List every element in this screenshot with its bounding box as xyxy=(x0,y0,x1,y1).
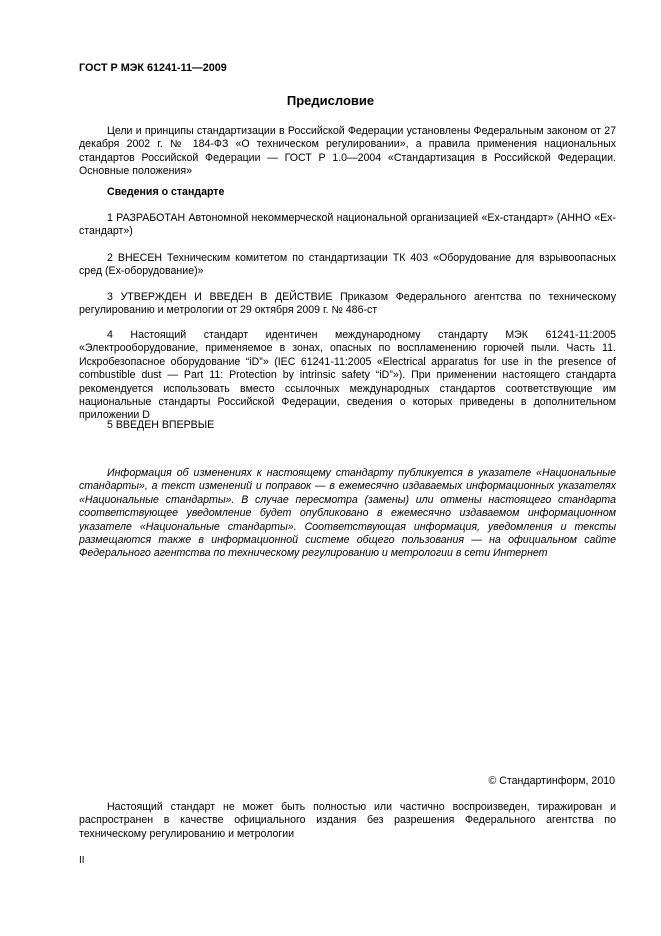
item-introduced: 2 ВНЕСЕН Техническим комитетом по стандартизации ТК 403 «Оборудование для взрывоопасных сред (Ех-оборудование)» xyxy=(79,252,616,278)
document-code: ГОСТ Р МЭК 61241-11—2009 xyxy=(79,62,227,74)
item-approved: 3 УТВЕРЖДЕН И ВВЕДЕН В ДЕЙСТВИЕ Приказом Федерального агентства по техническому регулированию и метрологии от 29 октября 2009 г. № 486-ст xyxy=(79,291,616,317)
legal-notice: Настоящий стандарт не может быть полностью или частично воспроизведен, тиражирован и распространен в качестве официального издания без разрешения Федерального агентства по техническому регулированию и метрологии xyxy=(79,801,616,840)
item-identical: 4 Настоящий стандарт идентичен международному стандарту МЭК 61241-11:2005 «Электрооборудование, применяемое в зонах, опасных по воспламенению горючей пыли. Часть 11. Искробезопасное оборудование “iD”» (IEC 61241-11:2005 «Electrical apparatus for use in the presence of combustible dust — Part 11: Protection by intrinsic safety “iD”»). При применении настоящего стандарта рекомендуется использовать вместо ссылочных международных стандартов соответствующие им национальные стандарты Российской Федерации, сведения о которых приведены в дополнительном приложении D xyxy=(79,329,616,422)
item-developed: 1 РАЗРАБОТАН Автономной некоммерческой национальной организацией «Ех-стандарт» (АННО «Ех-стандарт») xyxy=(79,212,616,238)
page-number: II xyxy=(79,855,85,866)
info-notice: Информация об изменениях к настоящему стандарту публикуется в указателе «Национальные стандарты», а текст изменений и поправок — в ежемесячно издаваемых информационных указателях «Национальные стандарты». В случае пересмотра (замены) или отмены настоящего стандарта соответствующее уведомление будет опубликовано в ежемесячно издаваемом информационном указателе «Национальные стандарты». Соответствующая информация, уведомления и тексты размещаются также в информационной системе общего пользования — на официальном сайте Федерального агентства по техническому регулированию и метрологии в сети Интернет xyxy=(79,467,616,560)
copyright: © Стандартинформ, 2010 xyxy=(488,775,615,787)
item-first-introduced: 5 ВВЕДЕН ВПЕРВЫЕ xyxy=(107,419,215,431)
standard-info-heading: Сведения о стандарте xyxy=(107,186,225,198)
page-title: Предисловие xyxy=(286,93,375,108)
intro-paragraph: Цели и принципы стандартизации в Российской Федерации установлены Федеральным законом от 27 декабря 2002 г. № 184-ФЗ «О техническом регулировании», а правила применения национальных стандартов Российской Федерации — ГОСТ Р 1.0—2004 «Стандартизация в Российской Федерации. Основные положения» xyxy=(79,125,616,178)
